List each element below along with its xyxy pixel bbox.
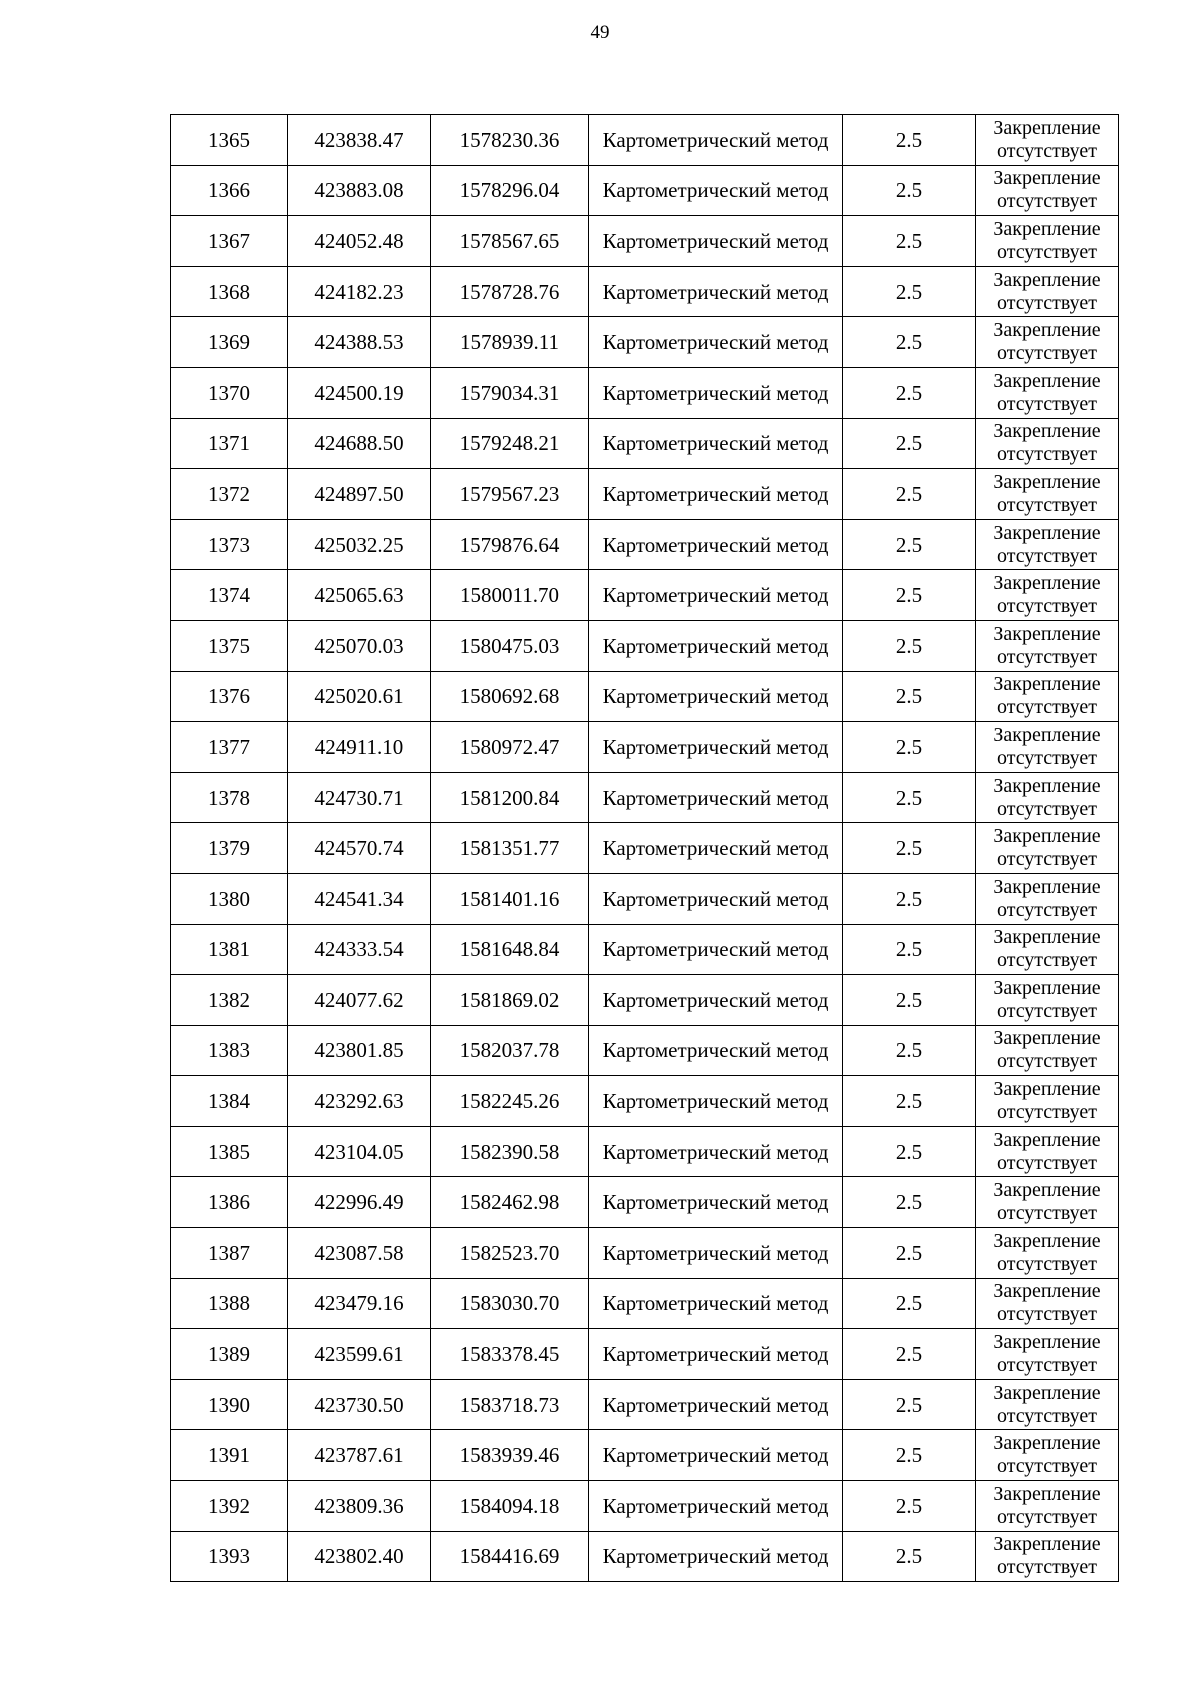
status-line-1: Закрепление (993, 723, 1101, 746)
status-cell (976, 1430, 1119, 1481)
status-line-1: Закрепление (993, 1533, 1101, 1556)
table-row (171, 1278, 1119, 1329)
status-line-2: отсутствует (996, 342, 1098, 365)
accuracy-cell: 2.5 (843, 1379, 976, 1430)
status-cell (976, 1278, 1119, 1329)
y-coordinate-cell: 1579248.21 (431, 418, 589, 469)
point-number-cell: 1371 (171, 418, 288, 469)
method-cell: Картометрический метод (589, 469, 843, 520)
y-coordinate-cell: 1578230.36 (431, 115, 589, 166)
method-cell: Картометрический метод (589, 620, 843, 671)
table-row (171, 519, 1119, 570)
accuracy-cell: 2.5 (843, 519, 976, 570)
x-coordinate-cell: 424541.34 (288, 873, 431, 924)
table-row (171, 873, 1119, 924)
status-line-1: Закрепление (993, 1179, 1101, 1202)
status-line-2: отсутствует (996, 240, 1098, 263)
point-number-cell: 1379 (171, 823, 288, 874)
method-cell: Картометрический метод (589, 519, 843, 570)
accuracy-cell: 2.5 (843, 671, 976, 722)
accuracy-cell: 2.5 (843, 367, 976, 418)
y-coordinate-cell: 1582037.78 (431, 1025, 589, 1076)
y-coordinate-cell: 1578939.11 (431, 317, 589, 368)
table-row (171, 722, 1119, 773)
point-number-cell: 1386 (171, 1177, 288, 1228)
method-cell: Картометрический метод (589, 1025, 843, 1076)
y-coordinate-cell: 1580972.47 (431, 722, 589, 773)
method-cell: Картометрический метод (589, 1278, 843, 1329)
x-coordinate-cell: 424333.54 (288, 924, 431, 975)
status-cell (976, 1329, 1119, 1380)
status-cell (976, 1025, 1119, 1076)
x-coordinate-cell: 423802.40 (288, 1531, 431, 1582)
status-cell (976, 519, 1119, 570)
y-coordinate-cell: 1580475.03 (431, 620, 589, 671)
accuracy-cell: 2.5 (843, 1177, 976, 1228)
y-coordinate-cell: 1583718.73 (431, 1379, 589, 1430)
accuracy-cell: 2.5 (843, 1481, 976, 1532)
point-number-cell: 1366 (171, 165, 288, 216)
table-row (171, 823, 1119, 874)
point-number-cell: 1384 (171, 1076, 288, 1127)
status-line-1: Закрепление (993, 420, 1101, 443)
point-number-cell: 1390 (171, 1379, 288, 1430)
x-coordinate-cell: 423479.16 (288, 1278, 431, 1329)
x-coordinate-cell: 424911.10 (288, 722, 431, 773)
point-number-cell: 1365 (171, 115, 288, 166)
status-line-2: отсутствует (996, 949, 1098, 972)
y-coordinate-cell: 1579034.31 (431, 367, 589, 418)
y-coordinate-cell: 1582462.98 (431, 1177, 589, 1228)
status-line-1: Закрепление (993, 167, 1101, 190)
accuracy-cell: 2.5 (843, 115, 976, 166)
status-line-1: Закрепление (993, 1280, 1101, 1303)
y-coordinate-cell: 1584416.69 (431, 1531, 589, 1582)
table-row (171, 975, 1119, 1026)
status-cell (976, 620, 1119, 671)
status-cell (976, 1126, 1119, 1177)
y-coordinate-cell: 1583939.46 (431, 1430, 589, 1481)
point-number-cell: 1369 (171, 317, 288, 368)
table-row (171, 1329, 1119, 1380)
x-coordinate-cell: 425032.25 (288, 519, 431, 570)
table-row (171, 216, 1119, 267)
status-cell (976, 975, 1119, 1026)
status-line-1: Закрепление (993, 268, 1101, 291)
x-coordinate-cell: 425020.61 (288, 671, 431, 722)
status-line-1: Закрепление (993, 116, 1101, 139)
y-coordinate-cell: 1578296.04 (431, 165, 589, 216)
method-cell: Картометрический метод (589, 772, 843, 823)
y-coordinate-cell: 1583378.45 (431, 1329, 589, 1380)
coordinates-table (170, 114, 1119, 1582)
point-number-cell: 1376 (171, 671, 288, 722)
status-line-1: Закрепление (993, 1482, 1101, 1505)
table-row (171, 1025, 1119, 1076)
accuracy-cell: 2.5 (843, 620, 976, 671)
accuracy-cell: 2.5 (843, 1278, 976, 1329)
table-row (171, 1379, 1119, 1430)
accuracy-cell: 2.5 (843, 216, 976, 267)
status-line-2: отсутствует (996, 190, 1098, 213)
method-cell: Картометрический метод (589, 216, 843, 267)
x-coordinate-cell: 423104.05 (288, 1126, 431, 1177)
status-cell (976, 772, 1119, 823)
accuracy-cell: 2.5 (843, 418, 976, 469)
table-body (171, 115, 1119, 1582)
status-line-2: отсутствует (996, 1151, 1098, 1174)
method-cell: Картометрический метод (589, 115, 843, 166)
status-cell (976, 1076, 1119, 1127)
x-coordinate-cell: 425070.03 (288, 620, 431, 671)
point-number-cell: 1378 (171, 772, 288, 823)
status-line-2: отсутствует (996, 1303, 1098, 1326)
table-row (171, 671, 1119, 722)
table-row (171, 418, 1119, 469)
status-line-2: отсутствует (996, 493, 1098, 516)
y-coordinate-cell: 1581200.84 (431, 772, 589, 823)
status-line-1: Закрепление (993, 825, 1101, 848)
point-number-cell: 1367 (171, 216, 288, 267)
method-cell: Картометрический метод (589, 671, 843, 722)
x-coordinate-cell: 424570.74 (288, 823, 431, 874)
y-coordinate-cell: 1584094.18 (431, 1481, 589, 1532)
point-number-cell: 1380 (171, 873, 288, 924)
method-cell: Картометрический метод (589, 1430, 843, 1481)
table-row (171, 1481, 1119, 1532)
status-line-2: отсутствует (996, 595, 1098, 618)
table-row (171, 1531, 1119, 1582)
method-cell: Картометрический метод (589, 1481, 843, 1532)
table-row (171, 1177, 1119, 1228)
status-line-1: Закрепление (993, 1027, 1101, 1050)
accuracy-cell: 2.5 (843, 722, 976, 773)
table-row (171, 469, 1119, 520)
y-coordinate-cell: 1580692.68 (431, 671, 589, 722)
method-cell: Картометрический метод (589, 1177, 843, 1228)
y-coordinate-cell: 1581351.77 (431, 823, 589, 874)
status-line-1: Закрепление (993, 1331, 1101, 1354)
y-coordinate-cell: 1578728.76 (431, 266, 589, 317)
status-line-1: Закрепление (993, 774, 1101, 797)
x-coordinate-cell: 422996.49 (288, 1177, 431, 1228)
status-line-1: Закрепление (993, 875, 1101, 898)
status-line-1: Закрепление (993, 622, 1101, 645)
point-number-cell: 1377 (171, 722, 288, 773)
x-coordinate-cell: 423883.08 (288, 165, 431, 216)
status-line-1: Закрепление (993, 319, 1101, 342)
status-cell (976, 570, 1119, 621)
point-number-cell: 1393 (171, 1531, 288, 1582)
point-number-cell: 1389 (171, 1329, 288, 1380)
method-cell: Картометрический метод (589, 367, 843, 418)
method-cell: Картометрический метод (589, 1329, 843, 1380)
status-line-2: отсутствует (996, 291, 1098, 314)
accuracy-cell: 2.5 (843, 165, 976, 216)
status-cell (976, 1481, 1119, 1532)
status-line-2: отсутствует (996, 898, 1098, 921)
status-line-1: Закрепление (993, 1432, 1101, 1455)
status-line-2: отсутствует (996, 696, 1098, 719)
x-coordinate-cell: 423730.50 (288, 1379, 431, 1430)
accuracy-cell: 2.5 (843, 1076, 976, 1127)
status-line-2: отсутствует (996, 139, 1098, 162)
status-cell (976, 722, 1119, 773)
point-number-cell: 1385 (171, 1126, 288, 1177)
y-coordinate-cell: 1579567.23 (431, 469, 589, 520)
status-line-2: отсутствует (996, 1505, 1098, 1528)
accuracy-cell: 2.5 (843, 873, 976, 924)
method-cell: Картометрический метод (589, 1228, 843, 1279)
accuracy-cell: 2.5 (843, 1430, 976, 1481)
status-cell (976, 165, 1119, 216)
x-coordinate-cell: 423838.47 (288, 115, 431, 166)
status-cell (976, 924, 1119, 975)
y-coordinate-cell: 1582523.70 (431, 1228, 589, 1279)
accuracy-cell: 2.5 (843, 570, 976, 621)
point-number-cell: 1372 (171, 469, 288, 520)
x-coordinate-cell: 424182.23 (288, 266, 431, 317)
status-line-2: отсутствует (996, 645, 1098, 668)
status-cell (976, 266, 1119, 317)
status-line-2: отсутствует (996, 443, 1098, 466)
status-cell (976, 671, 1119, 722)
table-row (171, 317, 1119, 368)
page-number: 49 (590, 22, 610, 43)
point-number-cell: 1368 (171, 266, 288, 317)
x-coordinate-cell: 424500.19 (288, 367, 431, 418)
x-coordinate-cell: 423801.85 (288, 1025, 431, 1076)
method-cell: Картометрический метод (589, 165, 843, 216)
status-line-2: отсутствует (996, 544, 1098, 567)
point-number-cell: 1381 (171, 924, 288, 975)
status-cell (976, 1379, 1119, 1430)
accuracy-cell: 2.5 (843, 1329, 976, 1380)
accuracy-cell: 2.5 (843, 772, 976, 823)
x-coordinate-cell: 424730.71 (288, 772, 431, 823)
accuracy-cell: 2.5 (843, 317, 976, 368)
table-row (171, 924, 1119, 975)
method-cell: Картометрический метод (589, 570, 843, 621)
accuracy-cell: 2.5 (843, 1126, 976, 1177)
status-line-1: Закрепление (993, 1381, 1101, 1404)
y-coordinate-cell: 1583030.70 (431, 1278, 589, 1329)
x-coordinate-cell: 425065.63 (288, 570, 431, 621)
table-row (171, 165, 1119, 216)
x-coordinate-cell: 424897.50 (288, 469, 431, 520)
y-coordinate-cell: 1582390.58 (431, 1126, 589, 1177)
point-number-cell: 1392 (171, 1481, 288, 1532)
status-line-1: Закрепление (993, 1128, 1101, 1151)
point-number-cell: 1370 (171, 367, 288, 418)
y-coordinate-cell: 1581648.84 (431, 924, 589, 975)
y-coordinate-cell: 1578567.65 (431, 216, 589, 267)
status-line-1: Закрепление (993, 217, 1101, 240)
status-line-1: Закрепление (993, 572, 1101, 595)
x-coordinate-cell: 424688.50 (288, 418, 431, 469)
y-coordinate-cell: 1579876.64 (431, 519, 589, 570)
status-line-2: отсутствует (996, 1252, 1098, 1275)
method-cell: Картометрический метод (589, 873, 843, 924)
status-line-2: отсутствует (996, 746, 1098, 769)
accuracy-cell: 2.5 (843, 924, 976, 975)
method-cell: Картометрический метод (589, 1076, 843, 1127)
status-cell (976, 823, 1119, 874)
y-coordinate-cell: 1580011.70 (431, 570, 589, 621)
method-cell: Картометрический метод (589, 722, 843, 773)
status-line-2: отсутствует (996, 1556, 1098, 1579)
point-number-cell: 1387 (171, 1228, 288, 1279)
x-coordinate-cell: 423787.61 (288, 1430, 431, 1481)
status-line-1: Закрепление (993, 521, 1101, 544)
point-number-cell: 1374 (171, 570, 288, 621)
status-line-2: отсутствует (996, 392, 1098, 415)
accuracy-cell: 2.5 (843, 823, 976, 874)
table-row (171, 1228, 1119, 1279)
status-line-1: Закрепление (993, 1078, 1101, 1101)
x-coordinate-cell: 423599.61 (288, 1329, 431, 1380)
status-cell (976, 317, 1119, 368)
y-coordinate-cell: 1581401.16 (431, 873, 589, 924)
method-cell: Картометрический метод (589, 266, 843, 317)
status-line-2: отсутствует (996, 1404, 1098, 1427)
accuracy-cell: 2.5 (843, 1228, 976, 1279)
status-line-2: отсутствует (996, 848, 1098, 871)
status-line-2: отсутствует (996, 1050, 1098, 1073)
accuracy-cell: 2.5 (843, 1025, 976, 1076)
status-line-2: отсутствует (996, 797, 1098, 820)
accuracy-cell: 2.5 (843, 1531, 976, 1582)
x-coordinate-cell: 423292.63 (288, 1076, 431, 1127)
y-coordinate-cell: 1581869.02 (431, 975, 589, 1026)
accuracy-cell: 2.5 (843, 975, 976, 1026)
status-cell (976, 418, 1119, 469)
status-line-1: Закрепление (993, 926, 1101, 949)
accuracy-cell: 2.5 (843, 266, 976, 317)
status-cell (976, 367, 1119, 418)
status-line-2: отсутствует (996, 1354, 1098, 1377)
point-number-cell: 1391 (171, 1430, 288, 1481)
status-line-1: Закрепление (993, 1229, 1101, 1252)
status-line-1: Закрепление (993, 673, 1101, 696)
method-cell: Картометрический метод (589, 924, 843, 975)
method-cell: Картометрический метод (589, 317, 843, 368)
table-row (171, 1430, 1119, 1481)
table-row (171, 620, 1119, 671)
table-row (171, 570, 1119, 621)
point-number-cell: 1388 (171, 1278, 288, 1329)
point-number-cell: 1383 (171, 1025, 288, 1076)
x-coordinate-cell: 423809.36 (288, 1481, 431, 1532)
method-cell: Картометрический метод (589, 823, 843, 874)
x-coordinate-cell: 423087.58 (288, 1228, 431, 1279)
method-cell: Картометрический метод (589, 975, 843, 1026)
method-cell: Картометрический метод (589, 1531, 843, 1582)
status-line-2: отсутствует (996, 1101, 1098, 1124)
x-coordinate-cell: 424052.48 (288, 216, 431, 267)
status-cell (976, 115, 1119, 166)
status-line-2: отсутствует (996, 1455, 1098, 1478)
x-coordinate-cell: 424077.62 (288, 975, 431, 1026)
status-line-1: Закрепление (993, 976, 1101, 999)
table-row (171, 1076, 1119, 1127)
status-cell (976, 1177, 1119, 1228)
table-row (171, 367, 1119, 418)
point-number-cell: 1373 (171, 519, 288, 570)
table-row (171, 115, 1119, 166)
status-cell (976, 216, 1119, 267)
status-cell (976, 1531, 1119, 1582)
table-row (171, 772, 1119, 823)
method-cell: Картометрический метод (589, 1126, 843, 1177)
accuracy-cell: 2.5 (843, 469, 976, 520)
status-line-1: Закрепление (993, 369, 1101, 392)
method-cell: Картометрический метод (589, 418, 843, 469)
table-row (171, 266, 1119, 317)
x-coordinate-cell: 424388.53 (288, 317, 431, 368)
point-number-cell: 1375 (171, 620, 288, 671)
status-cell (976, 873, 1119, 924)
status-cell (976, 469, 1119, 520)
point-number-cell: 1382 (171, 975, 288, 1026)
status-line-2: отсутствует (996, 999, 1098, 1022)
y-coordinate-cell: 1582245.26 (431, 1076, 589, 1127)
status-line-2: отсутствует (996, 1202, 1098, 1225)
status-cell (976, 1228, 1119, 1279)
method-cell: Картометрический метод (589, 1379, 843, 1430)
table-row (171, 1126, 1119, 1177)
status-line-1: Закрепление (993, 470, 1101, 493)
